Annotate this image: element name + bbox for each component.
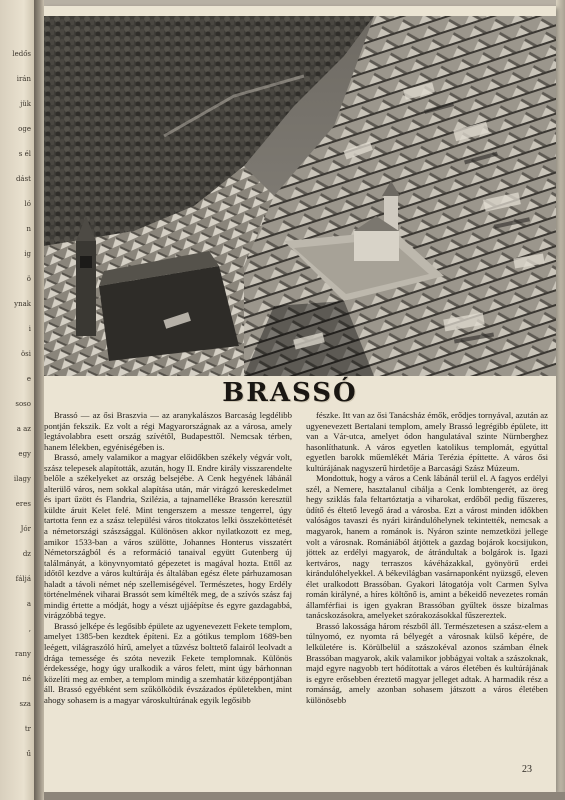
margin-text-fragment: oge (18, 125, 31, 133)
margin-text-fragment: egy (18, 450, 31, 458)
margin-text-fragment: dást (15, 175, 31, 183)
margin-text-fragment: ledős (12, 50, 31, 58)
margin-text-fragment: sza (19, 700, 31, 708)
margin-text-fragment: ö (26, 275, 31, 283)
margin-text-fragment: né (22, 675, 31, 683)
paragraph: fészke. Itt van az ősi Tanácsház émők, erődjes tornyával, azután az ugyenevezett Bertalani templom, amely Brassó legrégibb épülete, itt van a Vár-utca, amelyet ódon hangulatával szinte Nürnberghez hasonlíthatunk. A város egyetlen katolikus templomát, egyúttal egyetlen barokk műemlékét Mária Terézia építtette. A város ősi kultúrájának nagyszerű hirdetője a Barcasági Szász Múzeum. (306, 410, 548, 473)
margin-text-fragment: a az (16, 425, 31, 433)
text-column-left (44, 410, 292, 740)
page-bottom-edge (44, 792, 565, 800)
page-stack-edge (556, 0, 565, 800)
margin-text-fragment: s él (18, 150, 31, 158)
margin-text-fragment: ig (24, 250, 31, 258)
magazine-page (44, 6, 556, 792)
margin-text-fragment: soso (15, 400, 31, 408)
margin-text-fragment: , (28, 625, 31, 633)
margin-text-fragment: ilagy (13, 475, 31, 483)
paragraph: Brassó jelképe és legősibb épülete az ugyenevezett Fekete templom, amelyet 1385-ben kezdtek építeni. Ez a gótikus templom 1689-ben leégett, világraszóló hírű, amelyet a tűzvész bolttető falairól leolvadt a drága temessége és szóta nevezik Fekete templomnak. Különös érdekessége, hogy úgy uralkodik a város felett, mint úgy bárhonnan közelíti meg az ember, a templom mindig a szemhatár középpontjában áll. Brassó egyébként sem szűkölködik évszázados épületekben, mint ahogy sohasem is a magyar városkultúrának egyik legősibb (44, 620, 292, 705)
margin-text-fragment: dz (22, 550, 31, 558)
margin-text-fragment: e (26, 375, 31, 383)
paragraph: Mondottuk, hogy a város a Cenk lábánál terül el. A fagyos erdélyi szél, a Nemere, hasztalanul cibálja a Cenk lombtengerét, az öreg hegy sziklás fala feltartóztatja a viharokat, erdőből pedig fűszeres, üdítő és éltető levegő árad a városba. Ezt a várost minden időkben valóságos tavaszi és nyári kirándulóhelynek tekintették, nemcsak a magyarok, hanem a románok is. Nyáron szinte nemzetközi jellege volt a városnak. Romániából átjöttek a gazdag bojárok kocsijukon, jöttek az erdélyi magyarok, de átrándultak a bolgárok is. Igazi kertváros, nagy terraszos kávéházakkal, gyönyörű erdei kirándulóhelyekkel. A békevilágban vasárnaponként nyüzsgő, eleven élet uralkodott Brassóban. Gyakori látogatója volt Carmen Sylva román királyné, a híres költőnő is, amint a békeidő nevezetes román államférfiai is igen gyakran Brassóban gyűltek össze bizalmas tanácskozásokra, amelyeket szórakozásokkal fűszereztek. (306, 473, 548, 621)
text-column-right (306, 410, 548, 740)
margin-text-fragment: ösi (20, 350, 31, 358)
margin-text-fragment: ló (24, 200, 31, 208)
margin-text-fragment: ynak (14, 300, 31, 308)
margin-text-fragment: jük (20, 100, 31, 108)
margin-text-fragment: i (28, 325, 31, 333)
margin-text-fragment: Jór (20, 525, 31, 533)
margin-text-fragment: rany (15, 650, 31, 658)
margin-text-fragment: irán (16, 75, 31, 83)
aerial-city-photo (44, 16, 556, 376)
paragraph: Brassó lakossága három részből áll. Természetesen a szász-elem a túlnyomó, ez nyomta rá bélyegét a városnak külső képére, de lelkületére is. Körülbelül a szászokéval azonos számban élnek Brassóban magyarok, akik valamikor jobbágyai voltak a szászoknak, majd egyre nagyobb tert hódítottak a város életében és kultúrájának is egyre erősebben éreztető magyar jelleget adtak. A harmadik rész a románság, amely azonban sohasem játszott a város életében különösebb (306, 620, 548, 705)
article-title: BRASSÓ (222, 378, 358, 408)
margin-text-fragment: n (26, 225, 31, 233)
book-spine (34, 0, 44, 800)
margin-text-fragment: ű (26, 750, 31, 758)
paragraph: Brassó — az ősi Braszvia — az aranykalászos Barcaság legdélibb pontján fekszik. Ez volt a régi Magyarországnak az a városa, amely legtávolabbra esett ország szívétől, Budapesttől. Nemcsak térben, hanem lélekben, egyéniségében is. (44, 410, 292, 452)
page-number: 23 (522, 764, 532, 775)
margin-text-fragment: fáljá (15, 575, 31, 583)
article-title-band (180, 378, 400, 408)
margin-text-fragment: eres (15, 500, 31, 508)
margin-text-fragment: tr (24, 725, 31, 733)
paragraph: Brassó, amely valamikor a magyar előidőkben székely végvár volt, szász telepesek alapították, azután, hogy II. Endre király visszarendelte belőle a székelyeket az ország belsejébe. A Cenk hegyének lábánál alterülő város, nem sokkal alapítása után, már virágzó kereskedelmet és ipart űzött és Flandria, Szilézia, a tajnamelléke Brassón keresztül küldte áruit Kelet felé. Mint tengerszem a messze tengerrel, úgy tartotta fenn ez a szász települési város titokzatos lelki összeköttetését a németországi szászsággal. Különösen akkor nyilatkozott ez meg, amikor 1533-ban a város szülötte, Johannes Honterus visszatért Németországból és a reformáció tanaival együtt Gutenberg új találmányát, a könyvnyomtató gépezetet is magával hozta. Ettől az időtől kezdve a város kultúrája és általában egész élete párhuzamosan haladt a távoli német nép szellemiségével. Természetes, hogy Erdély történelmének viharai Brassót sem kímélték meg, de a szívós szász faj mindig értette a módját, hogy a vészt ujjáépítse és egyre gazdagabbá, virágzóbbá tegye. (44, 452, 292, 621)
margin-text-fragment: a (26, 600, 31, 608)
previous-page-edge (0, 0, 34, 800)
